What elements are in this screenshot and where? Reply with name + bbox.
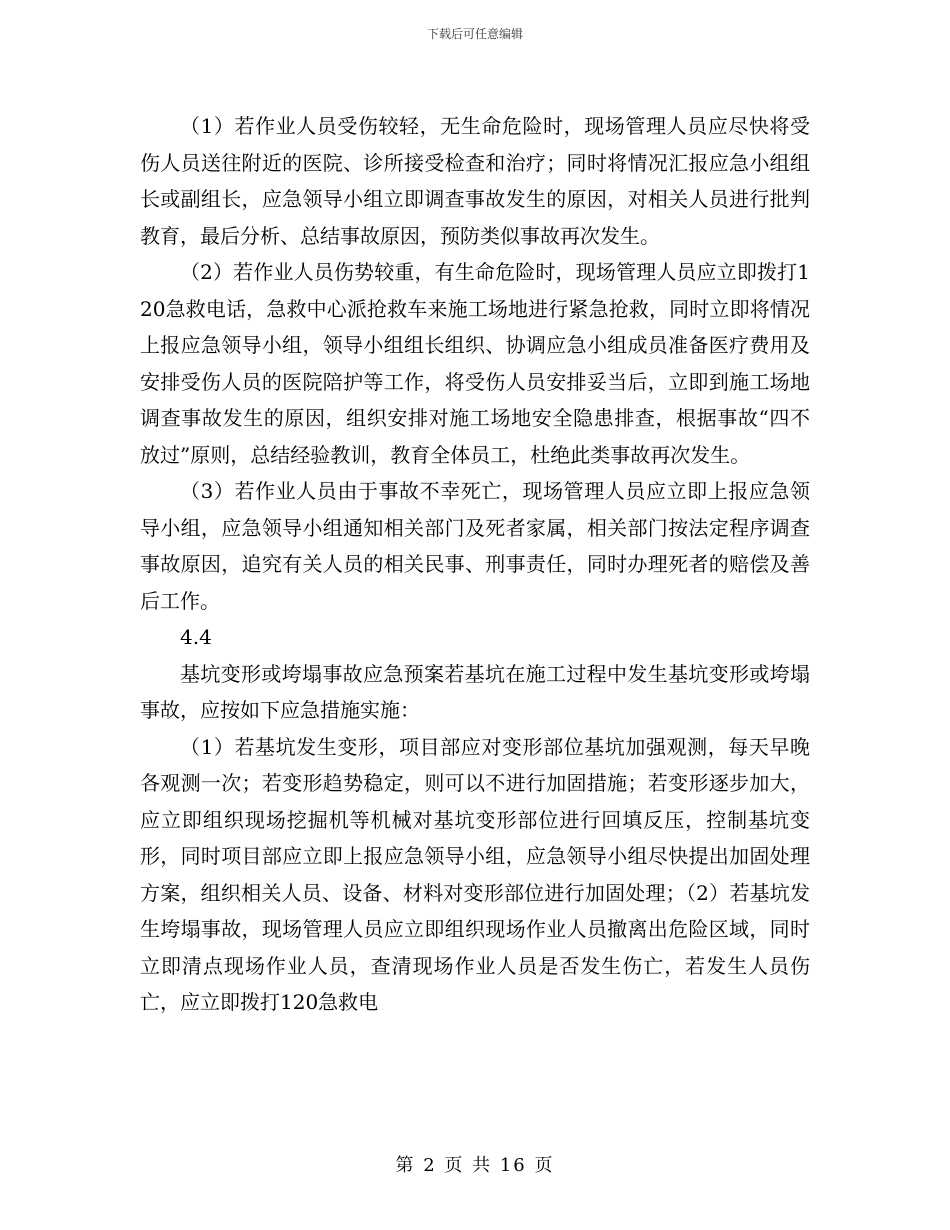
page-number: 第 2 页 共 16 页 [395, 1155, 555, 1176]
section-number: 4.4 [180, 625, 212, 649]
paragraph-pit-measures: （1）若基坑发生变形，项目部应对变形部位基坑加强观测，每天早晚各观测一次；若变形趋势稳定，则可以不进行加固措施；若变形逐步加大，应立即组织现场挖掘机等机械对基坑变形部位进行回填反压，控制基坑变形，同时项目部应立即上报应急领导小组，应急领导小组尽快提出加固处理方案，组织相关人员、设备、材料对变形部位进行加固处理；（2）若基坑发生垮塌事故，现场管理人员应立即组织现场作业人员撤离出危险区域，同时立即清点现场作业人员，查清现场作业人员是否发生伤亡，若发生人员伤亡，应立即拨打120急救电 [140, 734, 810, 1014]
paragraph-pit-plan-intro: 基坑变形或垮塌事故应急预案若基坑在施工过程中发生基坑变形或垮塌事故，应按如下应急措施实施： [140, 661, 810, 722]
page-header: 下载后可任意编辑 [426, 27, 523, 41]
paragraph-injury-severe: （2）若作业人员伤势较重，有生命危险时，现场管理人员应立即拨打120急救电话，急救中心派抢救车来施工场地进行紧急抢救，同时立即将情况上报应急领导小组，领导小组组长组织、协调应急小组成员准备医疗费用及安排受伤人员的医院陪护等工作，将受伤人员安排妥当后，立即到施工场地调查事故发生的原因，组织安排对施工场地安全隐患排查，根据事故“四不放过”原则，总结经验教训，教育全体员工，杜绝此类事故再次发生。 [140, 260, 810, 467]
paragraph-fatality: （3）若作业人员由于事故不幸死亡，现场管理人员应立即上报应急领导小组，应急领导小组通知相关部门及死者家属，相关部门按法定程序调查事故原因，追究有关人员的相关民事、刑事责任，同时办理死者的赔偿及善后工作。 [140, 479, 810, 613]
document-body [140, 108, 810, 1021]
paragraph-injury-minor: （1）若作业人员受伤较轻，无生命危险时，现场管理人员应尽快将受伤人员送往附近的医院、诊所接受检查和治疗；同时将情况汇报应急小组组长或副组长，应急领导小组立即调查事故发生的原因，对相关人员进行批判教育，最后分析、总结事故原因，预防类似事故再次发生。 [140, 114, 810, 248]
